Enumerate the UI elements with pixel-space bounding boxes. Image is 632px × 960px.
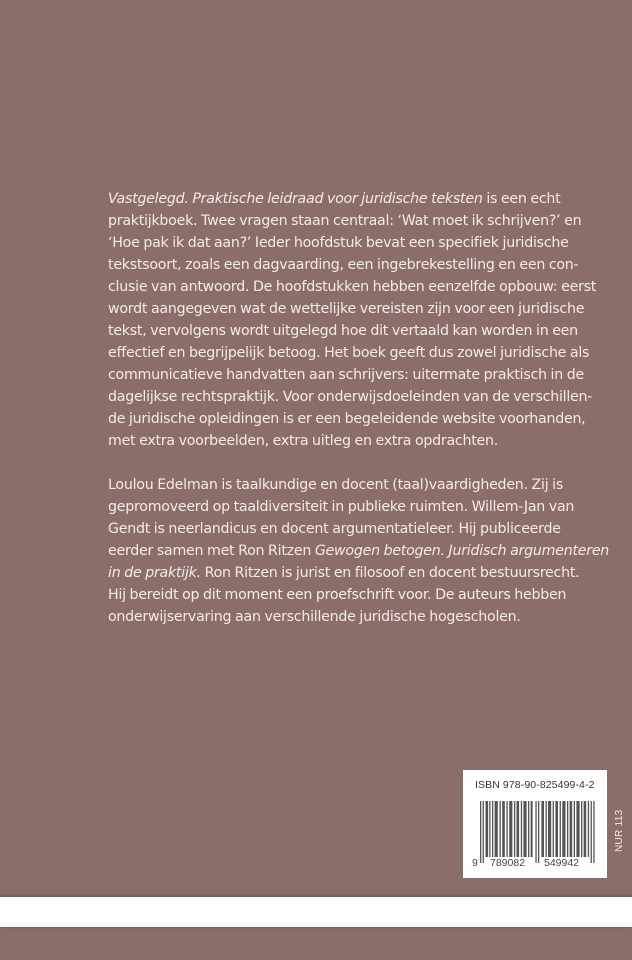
nur-code: NUR 113 — [614, 809, 625, 852]
barcode-digits-left: 789082 — [490, 857, 526, 869]
related-book-title-cont: in de praktijk. — [108, 565, 201, 581]
book-description-paragraph: Vastgelegd. Praktische leidraad voor juridische teksten is een echt praktijkboek. Twee vragen staan centraal: ‘Wat moet ik schrijven?’ en ‘Hoe pak ik dat aan?’ Ieder hoofdstuk bevat een specifiek juridische tekstsoort, zoals een dagvaarding, een ingebrekestelling en een con- clusie van antwoord. De hoofdstukken hebben eenzelfde opbouw: eerst wordt aangegeven wat de wettelijke vereisten zijn voor een juridische tekst, vervolgens wordt uitgelegd hoe dit vertaald kan worden in een effectief en begrijpelijk betoog. Het boek geeft dus zowel juridische als communicatieve handvatten aan schrijvers: uitermate praktisch in de dagelijkse rechtspraktijk. Voor onderwijsdoeleinden van de verschillen- de juridische opleidingen is er een begeleidende website voorhanden, met extra voorbeelden, extra uitleg en extra opdrachten. — [108, 191, 597, 449]
related-book-title: Gewogen betogen. Juridisch argumenteren — [314, 543, 610, 559]
white-band — [0, 897, 632, 927]
author-bio-paragraph: Loulou Edelman is taalkundige en docent (taal)vaardigheden. Zij is gepromoveerd op taaldiversiteit in publieke ruimten. Willem-Jan van Gendt is neerlandicus en docent argumentatieleer. Hij publiceerde eerder samen met Ron Ritzen Gewogen betogen. Juridisch argumenteren in de praktijk. Ron Ritzen is jurist en filosoof en docent bestuursrecht. Hij bereidt op dit moment een proefschrift voor. De auteurs hebben onderwijservaring aan verschillende juridische hogescholen. — [108, 477, 610, 625]
barcode-icon — [480, 801, 597, 863]
book-title: Vastgelegd. Praktische leidraad voor juridische teksten — [108, 191, 483, 207]
blurb-text — [108, 188, 610, 628]
barcode-digit-first: 9 — [472, 857, 478, 869]
isbn-label: ISBN 978-90-825499-4-2 — [475, 779, 595, 791]
barcode-digits-right: 549942 — [544, 857, 580, 869]
isbn-barcode-box — [463, 770, 607, 878]
